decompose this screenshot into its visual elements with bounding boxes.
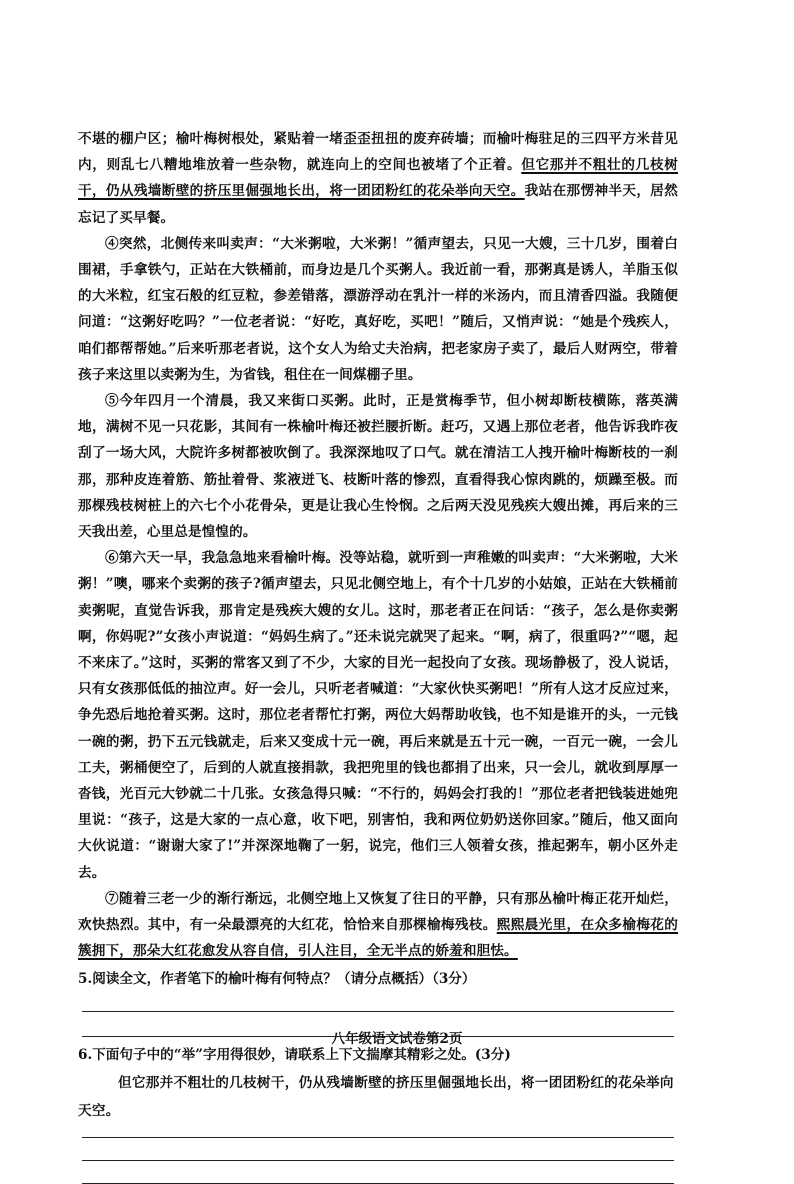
- answer-line-6-3[interactable]: [82, 1161, 674, 1184]
- answer-line-6-2[interactable]: [82, 1138, 674, 1161]
- paragraph-3-text: 不堪的棚户区；榆叶梅树根处，紧贴着一堵歪歪扭扭的废弃砖墙；而榆叶梅驻足的三四平方米昔见内，则乱七八糟地堆放着一些杂物，就连向上的空间也被堵了个正着。: [78, 131, 678, 174]
- question-6: 6.下面句子中的“举”字用得很妙，请联系上下文揣摩其精彩之处。(3分): [78, 1046, 511, 1063]
- answer-line-6-1[interactable]: [82, 1125, 674, 1138]
- passage-paragraph-7: [78, 886, 678, 965]
- passage-paragraph-4: ④突然，北侧传来叫卖声：“大米粥啦，大米粥！”循声望去，只见一大嫂，三十几岁，围着白围裙，手拿铁勺，正站在大铁桶前，而身边是几个买粥人。我近前一看，那粥真是诱人，羊脂玉似的大米粒，红宝石般的红豆粒，参差错落，漂游浮动在乳汁一样的米汤内，而且清香四溢。我随便问道：“这粥好吃吗？”一位老者说：“好吃，真好吃，买吧！”随后，又悄声说：“她是个残疾人，咱们都帮帮她。”后来听那老者说，这个女人为给丈夫治病，把老家房子卖了，最后人财两空，带着孩子来这里以卖粥为生，为省钱，租住在一间煤棚子里。: [78, 235, 678, 383]
- page-footer: 八年级语文试卷第2页: [331, 1031, 463, 1047]
- paragraph-7-text: ⑦随着三老一少的渐行渐远，北侧空地上又恢复了往日的平静，只有那丛榆叶梅正花开灿烂，欢快热烈。其中，有一朵最漂亮的大红花，恰恰来自那棵榆梅残枝。: [78, 890, 678, 934]
- passage-paragraph-6: ⑥第六天一早，我急急地来看榆叶梅。没等站稳，就听到一声稚嫩的叫卖声：“大米粥啦，大米粥！”噢，哪来个卖粥的孩子?循声望去，只见北侧空地上，有个十几岁的小姑娘，正站在大铁桶前卖粥呢，直觉告诉我，那肯定是残疾大嫂的女儿。这时，那老者正在问话：“孩子，怎么是你卖粥啊，你妈呢?”女孩小声说道：“妈妈生病了。”还未说完就哭了起来。“啊，病了，很重吗?”“嗯，起不来床了。”这时，买粥的常客又到了不少，大家的目光一起投向了女孩。现场静极了，没人说话，只有女孩那低低的抽泣声。好一会儿，只听老者喊道：“大家伙快买粥吧！”所有人这才反应过来，争先恐后地抢着买粥。这时，那位老者帮忙打粥，两位大妈帮助收钱，也不知是谁开的头，一元钱一碗的粥，扔下五元钱就走，后来又变成十元一碗，再后来就是五十元一碗，一百元一碗，一会儿工夫，粥桶便空了，后到的人就直接捐款，我把兜里的钱也都捐了出来，只一会儿，就收到厚厚一沓钱，光百元大钞就二十几张。女孩急得只喊：“不行的，妈妈会打我的！”那位老者把钱装进她兜里说：“孩子，这是大家的一点心意，收下吧，别害怕，我和两位奶奶送你回家。”随后，他又面向大伙说道：“谢谢大家了!”并深深地鞠了一躬，说完，他们三人领着女孩，推起粥车，朝小区外走去。: [78, 550, 678, 881]
- passage-paragraph-5: ⑤今年四月一个清晨，我又来街口买粥。此时，正是赏梅季节，但小树却断枝横陈，落英满地，满树不见一只花影，其间有一株榆叶梅还被拦腰折断。赶巧，又遇上那位老者，他告诉我昨夜刮了一场大风，大院许多树都被吹倒了。我深深地叹了口气。就在清洁工人拽开榆叶梅断枝的一刹那，那种皮连着筋、筋扯着骨、浆液迸飞、枝断叶落的惨烈，直看得我心惊肉跳的，烦躁至极。而那棵残枝树桩上的六七个小花骨朵，更是让我心生怜悯。之后两天没见残疾大嫂出摊，再后来的三天我出差，心里总是惶惶的。: [78, 393, 678, 541]
- underlined-sentence-1: 但它那并不粗壮的几枝树干，仍从残墙断壁的挤压里倔强地长出，将一团团粉红的花朵举向天空。: [78, 157, 678, 200]
- question-5: 5.阅读全文，作者笔下的榆叶梅有何特点？（请分点概括）（3分）: [78, 970, 476, 987]
- passage-paragraph-3: [78, 126, 678, 231]
- question-6-quote: 但它那并不粗壮的几枝树干，仍从残墙断壁的挤压里倔强地长出，将一团团粉红的花朵举向天空。: [78, 1074, 674, 1119]
- exam-page: [78, 126, 678, 1184]
- underlined-sentence-2: 熙熙晨光里，在众多榆梅花的簇拥下，那朵大红花愈发从容自信，引人注目，全无半点的娇羞和胆怯。: [78, 917, 678, 960]
- answer-line-5-1[interactable]: [82, 991, 674, 1012]
- paragraph-3-ending: 我站在那愣神半天，居然忘记了买早餐。: [78, 183, 678, 226]
